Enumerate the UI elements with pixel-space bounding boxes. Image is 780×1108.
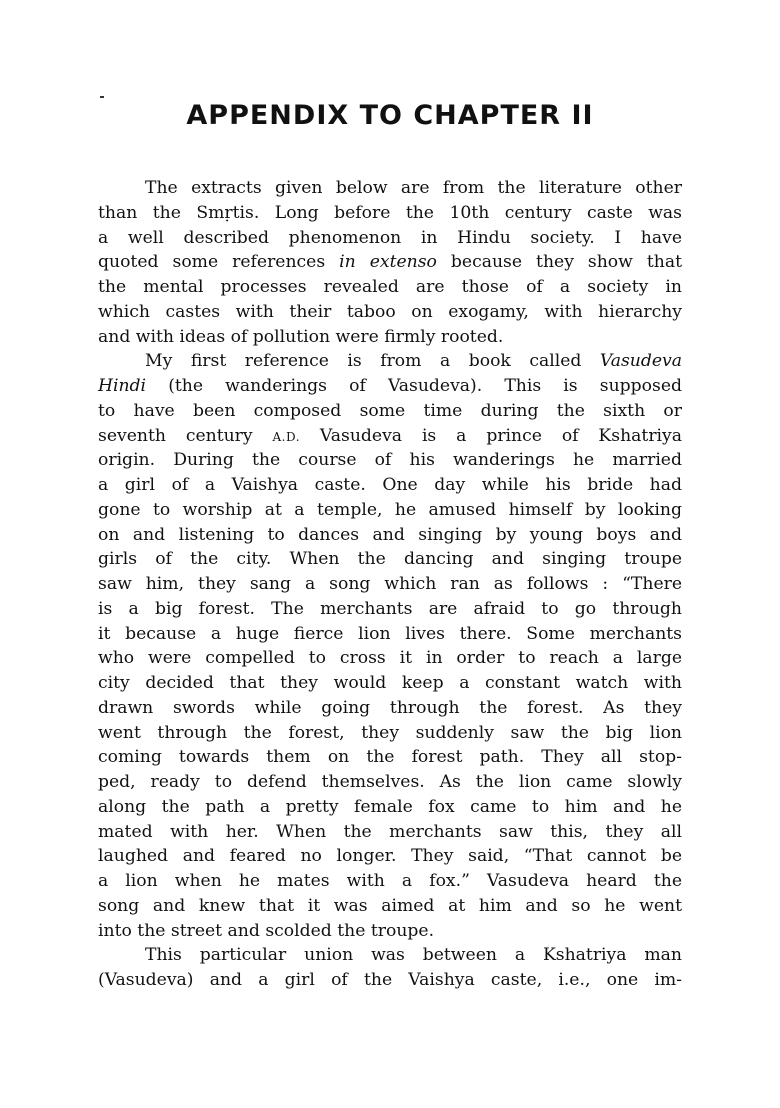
text-line bbox=[98, 943, 682, 968]
text-segment: Vasudeva is a prince of Kshatriya bbox=[300, 425, 682, 446]
text-line bbox=[98, 919, 682, 944]
text-line bbox=[98, 894, 682, 919]
text-segment: The extracts given below are from the literature other bbox=[145, 178, 682, 198]
text-segment: the mental processes revealed are those of a society in bbox=[98, 277, 682, 297]
italic-text: Vasudeva bbox=[599, 351, 682, 372]
text-line bbox=[98, 250, 682, 275]
text-segment: song and knew that it was aimed at him and so he went bbox=[98, 895, 682, 916]
text-line bbox=[98, 671, 682, 696]
text-line bbox=[98, 795, 682, 820]
text-line bbox=[98, 968, 682, 993]
text-segment: it because a huge fierce lion lives there. Some merchants bbox=[98, 623, 682, 644]
text-segment: girls of the city. When the dancing and singing troupe bbox=[98, 549, 682, 570]
text-line bbox=[98, 770, 682, 795]
text-line bbox=[98, 325, 682, 350]
text-line bbox=[98, 696, 682, 721]
text-segment: coming towards them on the forest path. They all stop- bbox=[98, 747, 682, 768]
text-segment: because they show that bbox=[436, 252, 682, 273]
text-line bbox=[98, 448, 682, 473]
text-segment: to have been composed some time during the sixth or bbox=[98, 400, 682, 421]
text-segment: mated with her. When the merchants saw this, they all bbox=[98, 821, 682, 842]
text-segment: seventh century bbox=[98, 425, 273, 446]
text-segment: went through the forest, they suddenly saw the big lion bbox=[98, 722, 682, 743]
text-line bbox=[98, 275, 682, 300]
chapter-title: APPENDIX TO CHAPTER II bbox=[186, 100, 594, 131]
text-line bbox=[98, 646, 682, 671]
text-segment: (the wanderings of Vasudeva). This is supposed bbox=[146, 376, 682, 396]
text-line bbox=[98, 349, 682, 374]
text-segment: My first reference is from a book called bbox=[145, 351, 600, 372]
text-line bbox=[98, 597, 682, 622]
text-line bbox=[98, 399, 682, 424]
text-line bbox=[98, 374, 682, 399]
paragraph bbox=[98, 349, 682, 943]
text-segment: and with ideas of pollution were firmly rooted. bbox=[98, 326, 504, 347]
text-line bbox=[98, 226, 682, 251]
body-text bbox=[98, 176, 682, 993]
text-line bbox=[98, 300, 682, 325]
text-line bbox=[98, 547, 682, 572]
text-line bbox=[98, 844, 682, 869]
text-line bbox=[98, 498, 682, 523]
scan-speck bbox=[100, 96, 104, 98]
text-line bbox=[98, 745, 682, 770]
paragraph bbox=[98, 176, 682, 349]
italic-text: in extenso bbox=[339, 252, 437, 273]
text-segment: a girl of a Vaishya caste. One day while his bride had bbox=[98, 475, 682, 495]
text-segment: This particular union was between a Kshatriya man bbox=[145, 945, 682, 966]
small-caps-text: A.D. bbox=[272, 429, 301, 444]
text-segment: along the path a pretty female fox came to him and he bbox=[98, 796, 682, 817]
text-segment: (Vasudeva) and a girl of the Vaishya caste, i.e., one im- bbox=[98, 970, 682, 990]
text-segment: a well described phenomenon in Hindu society. I have bbox=[98, 227, 682, 248]
text-segment: into the street and scolded the troupe. bbox=[98, 920, 435, 941]
text-segment: saw him, they sang a song which ran as follows : “There bbox=[98, 574, 682, 594]
text-segment: gone to worship at a temple, he amused himself by looking bbox=[98, 499, 682, 520]
text-line bbox=[98, 523, 682, 548]
text-line bbox=[98, 572, 682, 597]
text-segment: ped, ready to defend themselves. As the lion came slowly bbox=[98, 772, 682, 792]
text-segment: origin. During the course of his wanderings he married bbox=[98, 450, 682, 471]
text-segment: is a big forest. The merchants are afraid to go through bbox=[98, 598, 682, 619]
text-segment: than the Smṛtis. Long before the 10th century caste was bbox=[98, 202, 682, 223]
text-segment: quoted some references bbox=[98, 252, 340, 273]
text-line bbox=[98, 424, 682, 449]
text-segment: a lion when he mates with a fox.” Vasudeva heard the bbox=[98, 871, 682, 891]
text-line bbox=[98, 201, 682, 226]
text-line bbox=[98, 473, 682, 498]
text-line bbox=[98, 820, 682, 845]
text-segment: on and listening to dances and singing by young boys and bbox=[98, 524, 682, 545]
text-line bbox=[98, 721, 682, 746]
text-line bbox=[98, 622, 682, 647]
text-segment: which castes with their taboo on exogamy, with hierarchy bbox=[98, 301, 682, 322]
italic-text: Hindi bbox=[98, 376, 147, 396]
text-segment: who were compelled to cross it in order to reach a large bbox=[98, 648, 682, 669]
paragraph bbox=[98, 943, 682, 993]
text-segment: city decided that they would keep a constant watch with bbox=[98, 673, 682, 693]
text-segment: laughed and feared no longer. They said, “That cannot be bbox=[98, 846, 682, 867]
text-segment: drawn swords while going through the forest. As they bbox=[98, 697, 682, 718]
text-line bbox=[98, 869, 682, 894]
text-line bbox=[98, 176, 682, 201]
